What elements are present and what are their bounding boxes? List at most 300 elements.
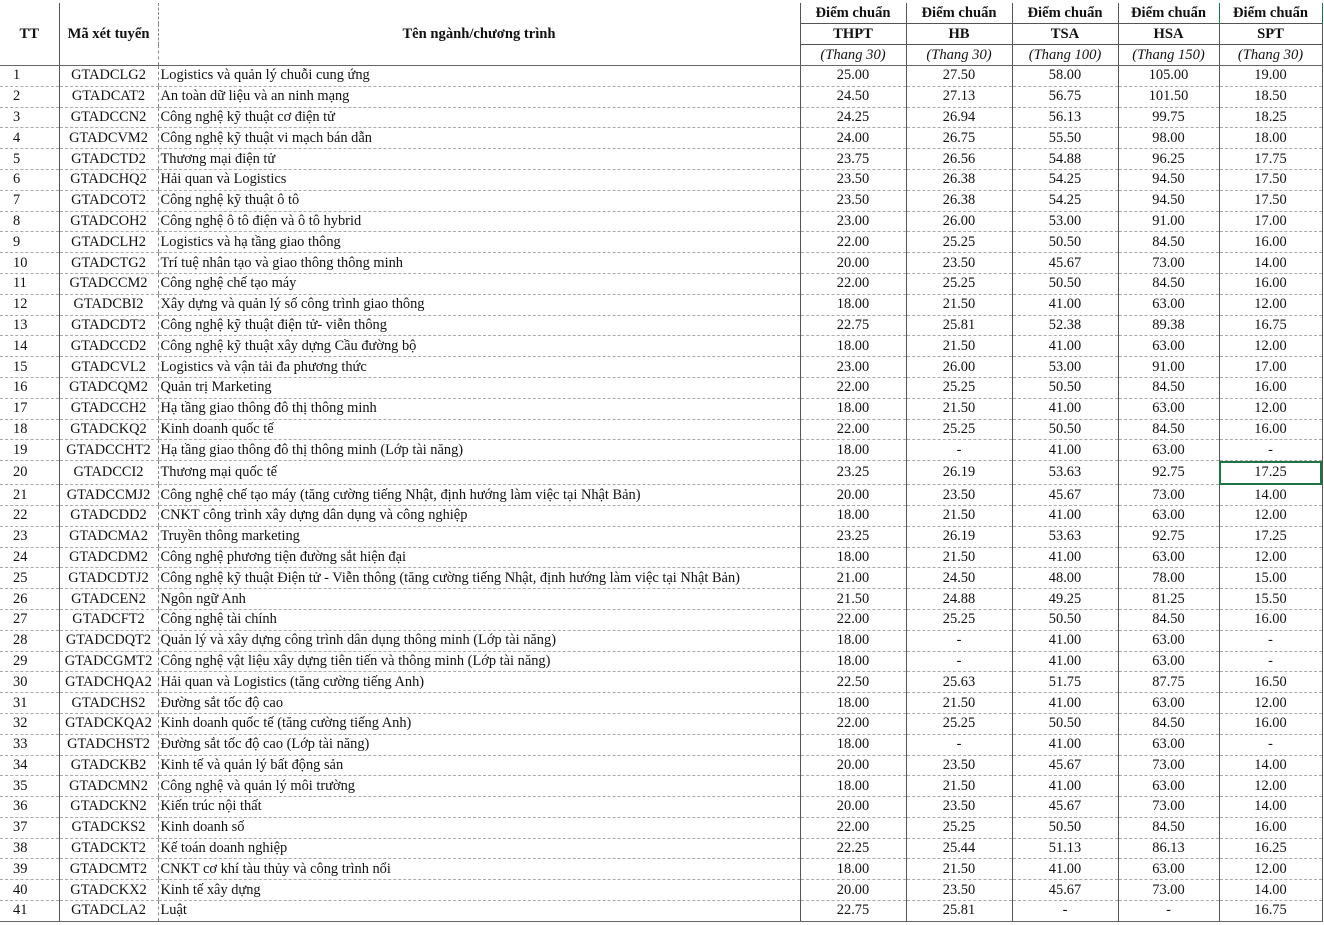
cell-score-hsa[interactable]: 84.50	[1118, 609, 1219, 630]
cell-score-hsa[interactable]: 86.13	[1118, 838, 1219, 859]
cell-score-spt[interactable]: 17.50	[1219, 169, 1322, 190]
cell-code[interactable]: GTADCMN2	[59, 776, 158, 797]
cell-score-thpt[interactable]: 18.00	[800, 630, 906, 651]
cell-code[interactable]: GTADCLA2	[59, 901, 158, 922]
cell-score-tsa[interactable]: 50.50	[1012, 377, 1118, 398]
cell-score-hsa[interactable]: 81.25	[1118, 589, 1219, 610]
cell-program-name[interactable]: Logistics và hạ tầng giao thông	[158, 232, 800, 253]
cell-score-hb[interactable]: 26.38	[906, 169, 1012, 190]
cell-score-hb[interactable]: 21.50	[906, 398, 1012, 419]
cell-score-hsa[interactable]: 84.50	[1118, 713, 1219, 734]
cell-score-hb[interactable]: 25.25	[906, 817, 1012, 838]
cell-tt[interactable]: 35	[0, 776, 59, 797]
cell-score-spt[interactable]: 17.25	[1219, 526, 1322, 547]
cell-score-spt[interactable]: 16.00	[1219, 232, 1322, 253]
cell-program-name[interactable]: Công nghệ kỹ thuật ô tô	[158, 190, 800, 211]
cell-score-spt[interactable]: 16.00	[1219, 377, 1322, 398]
cell-program-name[interactable]: Công nghệ kỹ thuật xây dựng Cầu đường bộ	[158, 336, 800, 357]
cell-score-tsa[interactable]: 52.38	[1012, 315, 1118, 336]
cell-score-tsa[interactable]: 54.25	[1012, 190, 1118, 211]
header-scale-hsa[interactable]: (Thang 150)	[1118, 45, 1219, 66]
cell-program-name[interactable]: Trí tuệ nhân tạo và giao thông thông minh	[158, 253, 800, 274]
cell-tt[interactable]: 17	[0, 398, 59, 419]
cell-score-thpt[interactable]: 22.75	[800, 901, 906, 922]
cell-code[interactable]: GTADCCH2	[59, 398, 158, 419]
cell-program-name[interactable]: Quản lý và xây dựng công trình dân dụng thông minh (Lớp tài năng)	[158, 630, 800, 651]
cell-score-thpt[interactable]: 18.00	[800, 693, 906, 714]
cell-tt[interactable]: 15	[0, 357, 59, 378]
cell-score-tsa[interactable]: 51.13	[1012, 838, 1118, 859]
cell-program-name[interactable]: Công nghệ kỹ thuật điện tử- viễn thông	[158, 315, 800, 336]
header-method-thpt[interactable]: THPT	[800, 24, 906, 45]
cell-score-hb[interactable]: 26.56	[906, 149, 1012, 170]
cell-score-hb[interactable]: 23.50	[906, 253, 1012, 274]
cell-score-spt[interactable]: 17.50	[1219, 190, 1322, 211]
cell-score-hsa[interactable]: 101.50	[1118, 86, 1219, 107]
cell-tt[interactable]: 27	[0, 609, 59, 630]
cell-score-thpt[interactable]: 24.25	[800, 107, 906, 128]
cell-code[interactable]: GTADCTD2	[59, 149, 158, 170]
cell-score-thpt[interactable]: 18.00	[800, 398, 906, 419]
header-score-label[interactable]: Điểm chuẩn	[1118, 3, 1219, 24]
cell-score-thpt[interactable]: 22.00	[800, 377, 906, 398]
cell-tt[interactable]: 5	[0, 149, 59, 170]
cell-score-tsa[interactable]: 50.50	[1012, 273, 1118, 294]
cell-score-hb[interactable]: 25.63	[906, 672, 1012, 693]
cell-score-hb[interactable]: 21.50	[906, 859, 1012, 880]
header-code[interactable]: Mã xét tuyển	[59, 3, 158, 66]
cell-tt[interactable]: 13	[0, 315, 59, 336]
cell-code[interactable]: GTADCLG2	[59, 66, 158, 87]
cell-program-name[interactable]: Xây dựng và quản lý số công trình giao thông	[158, 294, 800, 315]
cell-score-spt[interactable]: -	[1219, 651, 1322, 672]
cell-score-tsa[interactable]: 53.00	[1012, 211, 1118, 232]
cell-tt[interactable]: 28	[0, 630, 59, 651]
cell-tt[interactable]: 34	[0, 755, 59, 776]
cell-score-hsa[interactable]: 73.00	[1118, 253, 1219, 274]
cell-score-tsa[interactable]: 41.00	[1012, 336, 1118, 357]
cell-program-name[interactable]: Đường sắt tốc độ cao	[158, 693, 800, 714]
cell-code[interactable]: GTADCDM2	[59, 547, 158, 568]
cell-program-name[interactable]: An toàn dữ liệu và an ninh mạng	[158, 86, 800, 107]
cell-code[interactable]: GTADCDD2	[59, 505, 158, 526]
cell-program-name[interactable]: Kinh tế và quản lý bất động sản	[158, 755, 800, 776]
cell-tt[interactable]: 25	[0, 568, 59, 589]
cell-score-spt[interactable]: 16.00	[1219, 817, 1322, 838]
cell-code[interactable]: GTADCLH2	[59, 232, 158, 253]
cell-score-thpt[interactable]: 22.25	[800, 838, 906, 859]
cell-code[interactable]: GTADCCMJ2	[59, 485, 158, 506]
cell-score-spt[interactable]: 17.75	[1219, 149, 1322, 170]
cell-code[interactable]: GTADCKN2	[59, 797, 158, 818]
cell-program-name[interactable]: CNKT công trình xây dựng dân dụng và công nghiệp	[158, 505, 800, 526]
cell-score-thpt[interactable]: 18.00	[800, 776, 906, 797]
cell-score-thpt[interactable]: 18.00	[800, 505, 906, 526]
cell-score-hb[interactable]: 25.44	[906, 838, 1012, 859]
cell-program-name[interactable]: Công nghệ kỹ thuật cơ điện tử	[158, 107, 800, 128]
cell-score-hsa[interactable]: 91.00	[1118, 211, 1219, 232]
cell-program-name[interactable]: Hải quan và Logistics (tăng cường tiếng Anh)	[158, 672, 800, 693]
cell-score-hsa[interactable]: 92.75	[1118, 461, 1219, 485]
cell-tt[interactable]: 24	[0, 547, 59, 568]
cell-score-hb[interactable]: 26.94	[906, 107, 1012, 128]
cell-score-hb[interactable]: 26.38	[906, 190, 1012, 211]
cell-program-name[interactable]: Truyền thông marketing	[158, 526, 800, 547]
cell-score-tsa[interactable]: -	[1012, 901, 1118, 922]
cell-code[interactable]: GTADCKS2	[59, 817, 158, 838]
cell-score-tsa[interactable]: 45.67	[1012, 797, 1118, 818]
cell-program-name[interactable]: Luật	[158, 901, 800, 922]
cell-score-spt[interactable]: 18.50	[1219, 86, 1322, 107]
cell-score-spt[interactable]: 16.00	[1219, 273, 1322, 294]
cell-tt[interactable]: 2	[0, 86, 59, 107]
cell-score-thpt[interactable]: 20.00	[800, 797, 906, 818]
cell-score-thpt[interactable]: 21.50	[800, 589, 906, 610]
cell-score-thpt[interactable]: 20.00	[800, 755, 906, 776]
cell-score-hsa[interactable]: 78.00	[1118, 568, 1219, 589]
cell-program-name[interactable]: Kế toán doanh nghiệp	[158, 838, 800, 859]
cell-code[interactable]: GTADCDT2	[59, 315, 158, 336]
cell-tt[interactable]: 33	[0, 734, 59, 755]
cell-score-thpt[interactable]: 20.00	[800, 253, 906, 274]
cell-score-hb[interactable]: -	[906, 440, 1012, 461]
cell-score-thpt[interactable]: 22.00	[800, 713, 906, 734]
cell-tt[interactable]: 30	[0, 672, 59, 693]
cell-score-hb[interactable]: 26.19	[906, 526, 1012, 547]
header-score-label[interactable]: Điểm chuẩn	[1219, 3, 1322, 24]
cell-score-hb[interactable]: 25.25	[906, 713, 1012, 734]
cell-score-spt[interactable]: -	[1219, 630, 1322, 651]
cell-score-hsa[interactable]: 63.00	[1118, 505, 1219, 526]
cell-score-tsa[interactable]: 53.63	[1012, 526, 1118, 547]
cell-score-thpt[interactable]: 23.00	[800, 211, 906, 232]
cell-score-hb[interactable]: -	[906, 651, 1012, 672]
cell-score-tsa[interactable]: 56.13	[1012, 107, 1118, 128]
cell-score-thpt[interactable]: 23.50	[800, 169, 906, 190]
cell-score-thpt[interactable]: 23.00	[800, 357, 906, 378]
cell-score-hb[interactable]: 26.00	[906, 357, 1012, 378]
cell-score-spt[interactable]: 15.50	[1219, 589, 1322, 610]
cell-score-hsa[interactable]: 89.38	[1118, 315, 1219, 336]
cell-score-hsa[interactable]: 63.00	[1118, 630, 1219, 651]
cell-program-name[interactable]: Công nghệ kỹ thuật vi mạch bán dẫn	[158, 128, 800, 149]
cell-score-hsa[interactable]: 94.50	[1118, 169, 1219, 190]
cell-score-tsa[interactable]: 55.50	[1012, 128, 1118, 149]
cell-code[interactable]: GTADCKQA2	[59, 713, 158, 734]
cell-score-hsa[interactable]: 84.50	[1118, 419, 1219, 440]
cell-score-tsa[interactable]: 53.00	[1012, 357, 1118, 378]
cell-score-spt[interactable]: 18.00	[1219, 128, 1322, 149]
header-method-hb[interactable]: HB	[906, 24, 1012, 45]
cell-program-name[interactable]: Ngôn ngữ Anh	[158, 589, 800, 610]
cell-program-name[interactable]: Hạ tầng giao thông đô thị thông minh	[158, 398, 800, 419]
cell-code[interactable]: GTADCMA2	[59, 526, 158, 547]
cell-score-tsa[interactable]: 41.00	[1012, 776, 1118, 797]
cell-score-spt[interactable]: 12.00	[1219, 505, 1322, 526]
cell-program-name[interactable]: Hải quan và Logistics	[158, 169, 800, 190]
cell-program-name[interactable]: Công nghệ phương tiện đường sắt hiện đại	[158, 547, 800, 568]
cell-score-hb[interactable]: 25.25	[906, 377, 1012, 398]
cell-code[interactable]: GTADCKX2	[59, 880, 158, 901]
cell-score-spt[interactable]: 12.00	[1219, 294, 1322, 315]
cell-code[interactable]: GTADCKT2	[59, 838, 158, 859]
cell-score-spt[interactable]: 16.00	[1219, 419, 1322, 440]
cell-tt[interactable]: 9	[0, 232, 59, 253]
cell-code[interactable]: GTADCBI2	[59, 294, 158, 315]
cell-program-name[interactable]: Công nghệ tài chính	[158, 609, 800, 630]
cell-tt[interactable]: 6	[0, 169, 59, 190]
cell-tt[interactable]: 11	[0, 273, 59, 294]
cell-score-spt[interactable]: 16.25	[1219, 838, 1322, 859]
cell-program-name[interactable]: Công nghệ chế tạo máy	[158, 273, 800, 294]
cell-score-spt[interactable]: 16.00	[1219, 713, 1322, 734]
cell-score-thpt[interactable]: 23.25	[800, 526, 906, 547]
cell-score-tsa[interactable]: 41.00	[1012, 651, 1118, 672]
cell-score-spt[interactable]: 14.00	[1219, 797, 1322, 818]
cell-score-thpt[interactable]: 18.00	[800, 547, 906, 568]
cell-score-hsa[interactable]: 63.00	[1118, 440, 1219, 461]
cell-score-hsa[interactable]: 63.00	[1118, 776, 1219, 797]
cell-score-hb[interactable]: 25.25	[906, 609, 1012, 630]
cell-score-spt[interactable]: 17.00	[1219, 357, 1322, 378]
cell-score-spt[interactable]: 16.50	[1219, 672, 1322, 693]
cell-code[interactable]: GTADCMT2	[59, 859, 158, 880]
cell-program-name[interactable]: Công nghệ kỹ thuật Điện tử - Viễn thông (tăng cường tiếng Nhật, định hướng làm việc tại Nhật Bản)	[158, 568, 800, 589]
cell-score-thpt[interactable]: 23.50	[800, 190, 906, 211]
cell-code[interactable]: GTADCVM2	[59, 128, 158, 149]
cell-code[interactable]: GTADCKQ2	[59, 419, 158, 440]
cell-score-thpt[interactable]: 22.00	[800, 419, 906, 440]
cell-score-tsa[interactable]: 45.67	[1012, 485, 1118, 506]
header-name[interactable]: Tên ngành/chương trình	[158, 3, 800, 66]
cell-score-hb[interactable]: 24.50	[906, 568, 1012, 589]
cell-code[interactable]: GTADCHS2	[59, 693, 158, 714]
cell-score-hsa[interactable]: 99.75	[1118, 107, 1219, 128]
cell-score-hb[interactable]: 24.88	[906, 589, 1012, 610]
cell-score-tsa[interactable]: 41.00	[1012, 859, 1118, 880]
cell-program-name[interactable]: Công nghệ ô tô điện và ô tô hybrid	[158, 211, 800, 232]
header-tt[interactable]: TT	[0, 3, 59, 66]
cell-score-spt[interactable]: 16.00	[1219, 609, 1322, 630]
cell-score-hb[interactable]: -	[906, 630, 1012, 651]
cell-score-thpt[interactable]: 22.75	[800, 315, 906, 336]
cell-code[interactable]: GTADCOH2	[59, 211, 158, 232]
cell-score-hb[interactable]: 23.50	[906, 797, 1012, 818]
cell-score-hb[interactable]: 21.50	[906, 547, 1012, 568]
cell-code[interactable]: GTADCOT2	[59, 190, 158, 211]
cell-score-thpt[interactable]: 25.00	[800, 66, 906, 87]
cell-tt[interactable]: 8	[0, 211, 59, 232]
cell-score-thpt[interactable]: 22.00	[800, 273, 906, 294]
cell-code[interactable]: GTADCGMT2	[59, 651, 158, 672]
header-scale-tsa[interactable]: (Thang 100)	[1012, 45, 1118, 66]
cell-score-hb[interactable]: 21.50	[906, 505, 1012, 526]
cell-score-spt[interactable]: 12.00	[1219, 398, 1322, 419]
cell-code[interactable]: GTADCAT2	[59, 86, 158, 107]
cell-score-hsa[interactable]: 73.00	[1118, 797, 1219, 818]
cell-score-tsa[interactable]: 54.25	[1012, 169, 1118, 190]
cell-score-hb[interactable]: 23.50	[906, 880, 1012, 901]
cell-score-tsa[interactable]: 51.75	[1012, 672, 1118, 693]
cell-score-spt[interactable]: 16.75	[1219, 901, 1322, 922]
cell-score-thpt[interactable]: 18.00	[800, 440, 906, 461]
cell-score-spt[interactable]: 12.00	[1219, 547, 1322, 568]
cell-score-thpt[interactable]: 20.00	[800, 880, 906, 901]
cell-score-tsa[interactable]: 48.00	[1012, 568, 1118, 589]
cell-score-spt[interactable]: -	[1219, 734, 1322, 755]
cell-tt[interactable]: 23	[0, 526, 59, 547]
cell-score-tsa[interactable]: 41.00	[1012, 734, 1118, 755]
cell-tt[interactable]: 31	[0, 693, 59, 714]
cell-score-hsa[interactable]: 63.00	[1118, 294, 1219, 315]
cell-score-hsa[interactable]: 98.00	[1118, 128, 1219, 149]
cell-program-name[interactable]: Công nghệ vật liệu xây dựng tiên tiến và thông minh (Lớp tài năng)	[158, 651, 800, 672]
cell-code[interactable]: GTADCCN2	[59, 107, 158, 128]
cell-score-hb[interactable]: 21.50	[906, 336, 1012, 357]
cell-score-tsa[interactable]: 45.67	[1012, 880, 1118, 901]
cell-code[interactable]: GTADCCI2	[59, 461, 158, 485]
cell-tt[interactable]: 19	[0, 440, 59, 461]
cell-tt[interactable]: 39	[0, 859, 59, 880]
header-scale-hb[interactable]: (Thang 30)	[906, 45, 1012, 66]
header-method-spt[interactable]: SPT	[1219, 24, 1322, 45]
cell-score-thpt[interactable]: 18.00	[800, 336, 906, 357]
cell-score-hb[interactable]: 21.50	[906, 693, 1012, 714]
cell-score-hb[interactable]: 23.50	[906, 485, 1012, 506]
cell-score-spt[interactable]: 14.00	[1219, 880, 1322, 901]
cell-score-hsa[interactable]: 84.50	[1118, 232, 1219, 253]
cell-tt[interactable]: 10	[0, 253, 59, 274]
cell-score-spt[interactable]: 12.00	[1219, 859, 1322, 880]
cell-code[interactable]: GTADCCD2	[59, 336, 158, 357]
cell-tt[interactable]: 38	[0, 838, 59, 859]
cell-score-hsa[interactable]: 73.00	[1118, 755, 1219, 776]
cell-score-tsa[interactable]: 50.50	[1012, 609, 1118, 630]
cell-code[interactable]: GTADCVL2	[59, 357, 158, 378]
cell-score-hsa[interactable]: 96.25	[1118, 149, 1219, 170]
cell-score-spt[interactable]: 19.00	[1219, 66, 1322, 87]
cell-tt[interactable]: 37	[0, 817, 59, 838]
cell-score-hb[interactable]: 25.25	[906, 273, 1012, 294]
cell-score-tsa[interactable]: 45.67	[1012, 755, 1118, 776]
cell-program-name[interactable]: Công nghệ chế tạo máy (tăng cường tiếng Nhật, định hướng làm việc tại Nhật Bản)	[158, 485, 800, 506]
header-score-label[interactable]: Điểm chuẩn	[800, 3, 906, 24]
cell-code[interactable]: GTADCEN2	[59, 589, 158, 610]
header-scale-thpt[interactable]: (Thang 30)	[800, 45, 906, 66]
cell-score-thpt[interactable]: 24.00	[800, 128, 906, 149]
cell-score-spt[interactable]: 14.00	[1219, 755, 1322, 776]
cell-score-thpt[interactable]: 18.00	[800, 734, 906, 755]
cell-score-hsa[interactable]: 92.75	[1118, 526, 1219, 547]
cell-score-hb[interactable]: 27.13	[906, 86, 1012, 107]
cell-code[interactable]: GTADCCM2	[59, 273, 158, 294]
cell-program-name[interactable]: Logistics và vận tải đa phương thức	[158, 357, 800, 378]
cell-tt[interactable]: 26	[0, 589, 59, 610]
cell-score-spt[interactable]: 12.00	[1219, 693, 1322, 714]
cell-program-name[interactable]: Kinh tế xây dựng	[158, 880, 800, 901]
cell-score-spt[interactable]: 17.25	[1219, 461, 1322, 485]
cell-program-name[interactable]: CNKT cơ khí tàu thủy và công trình nổi	[158, 859, 800, 880]
cell-score-tsa[interactable]: 50.50	[1012, 232, 1118, 253]
cell-program-name[interactable]: Kinh doanh số	[158, 817, 800, 838]
cell-score-hsa[interactable]: 63.00	[1118, 693, 1219, 714]
cell-code[interactable]: GTADCKB2	[59, 755, 158, 776]
cell-program-name[interactable]: Quản trị Marketing	[158, 377, 800, 398]
cell-score-tsa[interactable]: 49.25	[1012, 589, 1118, 610]
cell-score-spt[interactable]: 12.00	[1219, 776, 1322, 797]
cell-program-name[interactable]: Thương mại quốc tế	[158, 461, 800, 485]
cell-tt[interactable]: 32	[0, 713, 59, 734]
cell-score-tsa[interactable]: 45.67	[1012, 253, 1118, 274]
cell-code[interactable]: GTADCQM2	[59, 377, 158, 398]
cell-code[interactable]: GTADCFT2	[59, 609, 158, 630]
cell-score-thpt[interactable]: 23.75	[800, 149, 906, 170]
cell-code[interactable]: GTADCHQA2	[59, 672, 158, 693]
cell-score-tsa[interactable]: 54.88	[1012, 149, 1118, 170]
cell-score-hb[interactable]: 26.00	[906, 211, 1012, 232]
cell-score-tsa[interactable]: 41.00	[1012, 294, 1118, 315]
cell-score-hsa[interactable]: 94.50	[1118, 190, 1219, 211]
cell-score-tsa[interactable]: 50.50	[1012, 419, 1118, 440]
cell-tt[interactable]: 16	[0, 377, 59, 398]
cell-tt[interactable]: 18	[0, 419, 59, 440]
header-method-tsa[interactable]: TSA	[1012, 24, 1118, 45]
cell-score-thpt[interactable]: 24.50	[800, 86, 906, 107]
cell-score-spt[interactable]: -	[1219, 440, 1322, 461]
cell-score-hb[interactable]: 25.81	[906, 901, 1012, 922]
cell-tt[interactable]: 40	[0, 880, 59, 901]
cell-score-spt[interactable]: 16.75	[1219, 315, 1322, 336]
cell-score-hsa[interactable]: 84.50	[1118, 377, 1219, 398]
cell-score-hsa[interactable]: 73.00	[1118, 485, 1219, 506]
cell-score-thpt[interactable]: 22.50	[800, 672, 906, 693]
cell-score-tsa[interactable]: 41.00	[1012, 505, 1118, 526]
cell-score-hsa[interactable]: -	[1118, 901, 1219, 922]
cell-code[interactable]: GTADCCHT2	[59, 440, 158, 461]
cell-tt[interactable]: 29	[0, 651, 59, 672]
cell-score-hsa[interactable]: 63.00	[1118, 336, 1219, 357]
cell-program-name[interactable]: Kinh doanh quốc tế	[158, 419, 800, 440]
cell-tt[interactable]: 1	[0, 66, 59, 87]
cell-score-hb[interactable]: 25.25	[906, 419, 1012, 440]
cell-tt[interactable]: 21	[0, 485, 59, 506]
cell-code[interactable]: GTADCHST2	[59, 734, 158, 755]
cell-score-thpt[interactable]: 18.00	[800, 294, 906, 315]
cell-score-tsa[interactable]: 41.00	[1012, 630, 1118, 651]
cell-score-tsa[interactable]: 53.63	[1012, 461, 1118, 485]
cell-score-hb[interactable]: 25.25	[906, 232, 1012, 253]
cell-score-spt[interactable]: 17.00	[1219, 211, 1322, 232]
cell-tt[interactable]: 22	[0, 505, 59, 526]
cell-score-tsa[interactable]: 41.00	[1012, 693, 1118, 714]
cell-program-name[interactable]: Kinh doanh quốc tế (tăng cường tiếng Anh)	[158, 713, 800, 734]
cell-score-thpt[interactable]: 22.00	[800, 609, 906, 630]
cell-score-hsa[interactable]: 84.50	[1118, 273, 1219, 294]
cell-score-thpt[interactable]: 23.25	[800, 461, 906, 485]
cell-score-tsa[interactable]: 41.00	[1012, 547, 1118, 568]
cell-tt[interactable]: 20	[0, 461, 59, 485]
cell-score-tsa[interactable]: 41.00	[1012, 440, 1118, 461]
cell-score-hb[interactable]: 23.50	[906, 755, 1012, 776]
cell-score-hsa[interactable]: 63.00	[1118, 734, 1219, 755]
cell-program-name[interactable]: Hạ tầng giao thông đô thị thông minh (Lớp tài năng)	[158, 440, 800, 461]
cell-score-hsa[interactable]: 63.00	[1118, 547, 1219, 568]
cell-score-tsa[interactable]: 50.50	[1012, 713, 1118, 734]
header-method-hsa[interactable]: HSA	[1118, 24, 1219, 45]
cell-score-hb[interactable]: 26.75	[906, 128, 1012, 149]
cell-tt[interactable]: 36	[0, 797, 59, 818]
cell-score-tsa[interactable]: 56.75	[1012, 86, 1118, 107]
